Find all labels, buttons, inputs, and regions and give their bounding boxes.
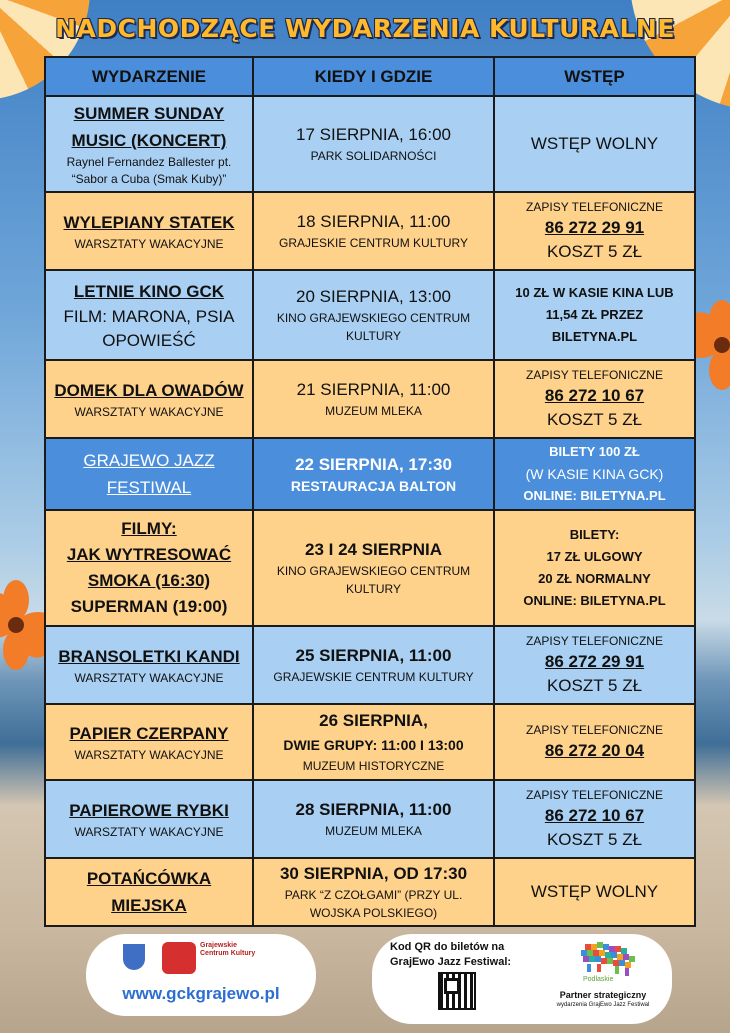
phone-link[interactable]: 86 272 20 04	[544, 741, 645, 760]
event-sub: WARSZTATY WAKACYJNE	[74, 237, 224, 251]
event-date: 21 SIERPNIA, 11:00	[296, 380, 451, 399]
event-date: 28 SIERPNIA, 11:00	[295, 800, 452, 819]
event-sub: WARSZTATY WAKACYJNE	[74, 825, 224, 839]
event-sub: WARSZTATY WAKACYJNE	[74, 748, 224, 762]
event-sub: WARSZTATY WAKACYJNE	[74, 405, 224, 419]
when-cell	[253, 438, 494, 510]
when-cell	[253, 704, 494, 780]
admission-cell	[494, 858, 695, 926]
event-place: PARK SOLIDARNOŚCI	[310, 149, 437, 163]
header-when: KIEDY I GDZIE	[253, 57, 494, 96]
event-name: PAPIEROWE RYBKI	[69, 801, 229, 820]
when-cell	[253, 780, 494, 858]
footer-logos-panel	[86, 934, 316, 1016]
event-cell	[45, 626, 253, 704]
event-cell	[45, 858, 253, 926]
table-header	[45, 57, 695, 96]
when-cell	[253, 858, 494, 926]
phone-link[interactable]: 86 272 10 67	[544, 806, 645, 825]
admission-cell	[494, 510, 695, 626]
admission-line: 20 ZŁ NORMALNY	[538, 571, 651, 586]
event-name: LETNIE KINO GCK	[73, 281, 225, 301]
grajewo-coat-of-arms-icon	[123, 944, 145, 970]
admission-line: BILETY:	[569, 527, 620, 542]
event-date: 18 SIERPNIA, 11:00	[296, 212, 451, 231]
admission-cell	[494, 360, 695, 438]
partner-title: Partner strategiczny	[559, 990, 647, 1000]
event-date: 26 SIERPNIA,	[319, 711, 428, 730]
table-row	[45, 360, 695, 438]
admission-cost: KOSZT 5 ZŁ	[546, 410, 643, 429]
event-sub: FILM: MARONA, PSIA OPOWIEŚĆ	[63, 306, 235, 350]
table-row	[45, 704, 695, 780]
admission-line: ONLINE: BILETYNA.PL	[523, 593, 666, 608]
table-row	[45, 858, 695, 926]
when-cell	[253, 510, 494, 626]
admission-label: ZAPISY TELEFONICZNE	[526, 200, 663, 214]
admission-cost: KOSZT 5 ZŁ	[546, 830, 643, 849]
admission-line: 10 ZŁ W KASIE KINA LUB	[515, 285, 674, 300]
header-event: WYDARZENIE	[45, 57, 253, 96]
event-cell	[45, 192, 253, 270]
event-name: BRANSOLETKI KANDI	[58, 647, 240, 666]
admission-cell	[494, 626, 695, 704]
event-date: 30 SIERPNIA, OD 17:30	[279, 864, 468, 883]
event-date: 23 I 24 SIERPNIA	[304, 540, 442, 559]
podlaskie-text: Podlaskie	[583, 976, 614, 982]
event-place: RESTAURACJA BALTON	[290, 478, 457, 494]
admission-line: 11,54 ZŁ PRZEZ	[545, 307, 644, 322]
event-groups: DWIE GRUPY: 11:00 I 13:00	[283, 737, 464, 753]
flower-right-icon	[692, 300, 730, 390]
event-name: POTAŃCÓWKA MIEJSKA	[86, 869, 212, 915]
phone-link[interactable]: 86 272 10 67	[544, 386, 645, 405]
event-place: GRAJESKIE CENTRUM KULTURY	[279, 236, 468, 250]
gck-logo-text: Grajewskie Centrum Kultury	[200, 942, 256, 957]
table-row	[45, 192, 695, 270]
admission-cell	[494, 438, 695, 510]
flower-left-icon	[0, 580, 46, 670]
when-cell	[253, 360, 494, 438]
event-cell	[45, 780, 253, 858]
table-row	[45, 438, 695, 510]
when-cell	[253, 626, 494, 704]
event-cell	[45, 510, 253, 626]
podlaskie-bison-logo-icon	[577, 940, 643, 982]
page-title: NADCHODZĄCE WYDARZENIA KULTURALNE	[55, 14, 675, 43]
when-cell	[253, 96, 494, 192]
phone-link[interactable]: 86 272 29 91	[544, 218, 645, 237]
phone-link[interactable]: 86 272 29 91	[544, 652, 645, 671]
event-sub: Raynel Fernandez Ballester pt. “Sabor a Cuba (Smak Kuby)”	[66, 155, 232, 186]
admission-cell	[494, 96, 695, 192]
event-name: DOMEK DLA OWADÓW	[54, 381, 244, 400]
header-admission: WSTĘP	[494, 57, 695, 96]
event-name-line: SUPERMAN (19:00)	[70, 597, 228, 616]
admission-cell	[494, 270, 695, 360]
admission-label: ZAPISY TELEFONICZNE	[526, 723, 663, 737]
admission-cost: KOSZT 5 ZŁ	[546, 676, 643, 695]
event-place: KINO GRAJEWSKIEGO CENTRUM KULTURY	[276, 311, 471, 343]
event-name-line: JAK WYTRESOWAĆ	[66, 545, 232, 564]
qr-code-icon[interactable]	[438, 972, 476, 1010]
admission-line: (W KASIE KINA GCK)	[525, 466, 664, 482]
event-name: PAPIER CZERPANY	[69, 724, 229, 743]
event-place: PARK “Z CZOŁGAMI” (PRZY UL. WOJSKA POLSKIEGO)	[284, 888, 463, 920]
gck-logo-icon	[162, 942, 196, 974]
admission-text: WSTĘP WOLNY	[530, 134, 659, 153]
table-row	[45, 626, 695, 704]
table-row	[45, 780, 695, 858]
admission-cell	[494, 704, 695, 780]
event-cell	[45, 438, 253, 510]
event-date: 25 SIERPNIA, 11:00	[295, 646, 452, 665]
admission-line: ONLINE: BILETYNA.PL	[523, 488, 666, 503]
admission-cost: KOSZT 5 ZŁ	[546, 242, 643, 261]
admission-label: ZAPISY TELEFONICZNE	[526, 634, 663, 648]
event-cell	[45, 96, 253, 192]
event-name: GRAJEWO JAZZ FESTIWAL	[83, 451, 215, 497]
event-date: 22 SIERPNIA, 17:30	[295, 455, 452, 474]
admission-cell	[494, 192, 695, 270]
when-cell	[253, 192, 494, 270]
partner-subtitle: wydarzenia GrajEwo Jazz Festiwal	[556, 1002, 650, 1008]
when-cell	[253, 270, 494, 360]
admission-line: BILETY 100 ZŁ	[549, 444, 640, 459]
event-cell	[45, 704, 253, 780]
events-table	[44, 56, 696, 927]
admission-label: ZAPISY TELEFONICZNE	[526, 788, 663, 802]
event-cell	[45, 360, 253, 438]
event-place: MUZEUM MLEKA	[325, 824, 422, 838]
event-sub: WARSZTATY WAKACYJNE	[74, 671, 224, 685]
event-name: SUMMER SUNDAY MUSIC (KONCERT)	[71, 104, 227, 150]
event-place: MUZEUM MLEKA	[325, 404, 422, 418]
qr-caption: Kod QR do biletów na GrajEwo Jazz Festiwal:	[390, 941, 512, 968]
event-place: MUZEUM HISTORYCZNE	[302, 759, 445, 773]
table-row	[45, 96, 695, 192]
admission-text: WSTĘP WOLNY	[530, 882, 659, 901]
table-row	[45, 510, 695, 626]
admission-line: 17 ZŁ ULGOWY	[546, 549, 643, 564]
event-place: KINO GRAJEWSKIEGO CENTRUM KULTURY	[276, 564, 471, 596]
admission-line: BILETYNA.PL	[551, 329, 638, 344]
event-cell	[45, 270, 253, 360]
footer-partner-panel	[372, 934, 672, 1024]
partner-caption	[538, 990, 668, 1010]
event-name-line: SMOKA (16:30)	[87, 571, 211, 590]
website-link[interactable]: www.gckgrajewo.pl	[122, 984, 280, 1003]
table-row	[45, 270, 695, 360]
admission-label: ZAPISY TELEFONICZNE	[526, 368, 663, 382]
admission-cell	[494, 780, 695, 858]
event-place: GRAJEWSKIE CENTRUM KULTURY	[273, 670, 474, 684]
event-date: 20 SIERPNIA, 13:00	[296, 287, 451, 306]
event-name-line: FILMY:	[121, 519, 177, 538]
event-name: WYLEPIANY STATEK	[63, 213, 235, 232]
event-date: 17 SIERPNIA, 16:00	[296, 125, 451, 144]
